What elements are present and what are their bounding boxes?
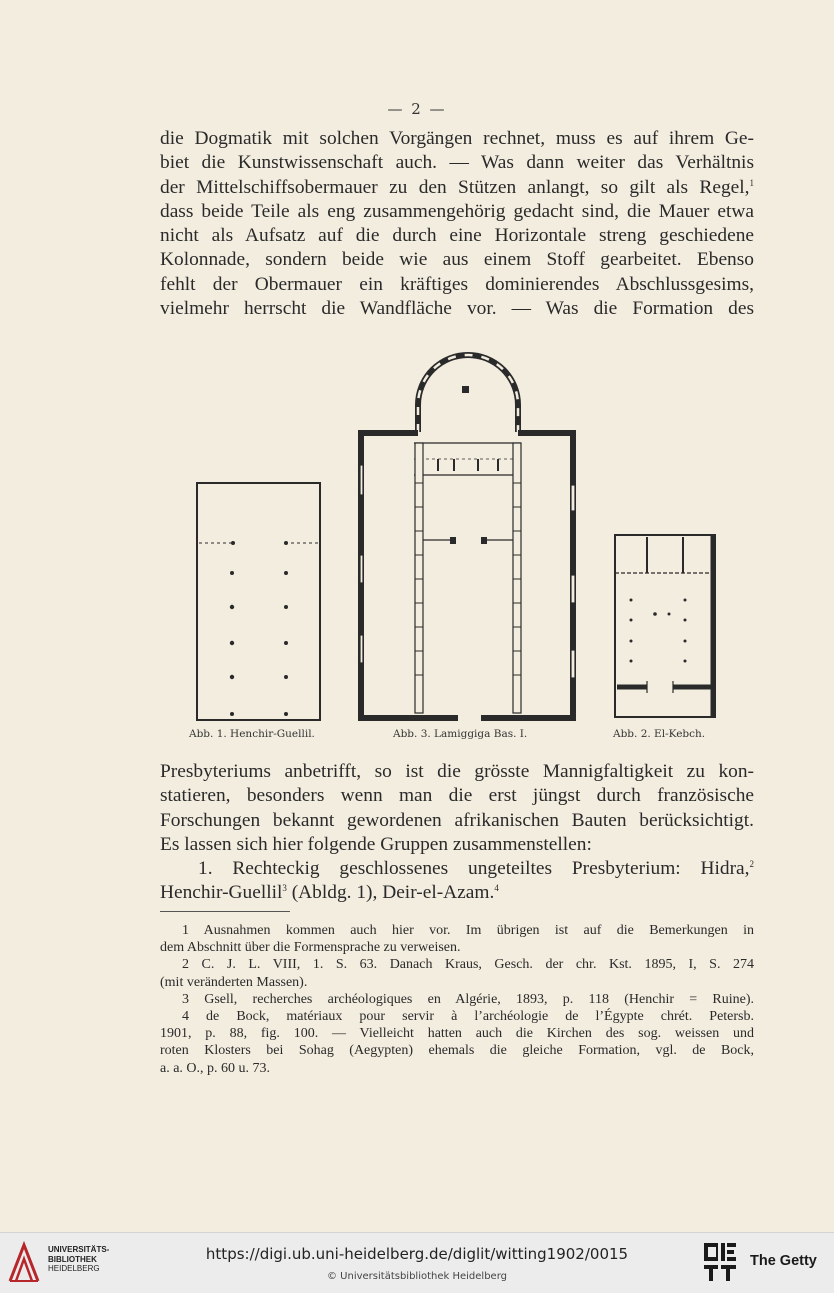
footnote-separator [160,911,290,912]
text-line-content: (Abldg. 1), Deir-el-Azam. [286,882,495,904]
partner-name: The Getty [750,1253,817,1269]
footnote-ref: 1 [749,177,754,188]
text-line: nicht als Aufsatz auf die durch eine Horizontale streng geschiedene [160,225,754,247]
footnote-line: 4 de Bock, matériaux pour servir à l’archéologie de l’Égypte chrét. Petersb. [182,1009,754,1025]
plan-henchir-guellil [197,483,320,720]
footnote-ref: 2 [749,859,754,870]
text-line: biet die Kunstwissenschaft auch. — Was dann weiter das Verhältnis [160,152,754,174]
figure-caption-1: Abb. 1. Henchir-Guellil. [189,728,315,740]
text-line: dass beide Teile als eng zusammengehörig gedacht sind, die Mauer etwa [160,200,754,222]
library-name-line: BIBLIOTHEK [48,1254,97,1264]
text-line: vielmehr herrscht die Wandfläche vor. — Was die Formation des [160,298,754,320]
footnote-line: (mit veränderten Massen). [160,974,308,990]
getty-logo-icon[interactable] [702,1241,738,1285]
footnote-line: a. a. O., p. 60 u. 73. [160,1060,271,1076]
footnotes [160,922,754,1077]
text-line: Forschungen bekannt gewordenen afrikanischen Bauten berücksichtigt. [160,809,754,831]
footnote-line: 2 C. J. L. VIII, 1. S. 63. Danach Kraus, Gesch. der chr. Kst. 1895, I, S. 274 [182,957,754,973]
figure-caption-2: Abb. 2. El-Kebch. [613,728,706,740]
text-line-content: Henchir-Guellil [160,882,283,904]
floor-plans-figure [185,335,725,725]
text-line: statieren, besonders wenn man die erst jüngst durch französische [160,785,754,807]
text-line [160,176,754,200]
library-name-line: HEIDELBERG [48,1264,100,1273]
footnote-ref: 3 [282,883,287,894]
footnote-line: 1 Ausnahmen kommen auch hier vor. Im übrigen ist auf die Bemerkungen in [182,923,754,938]
text-line: die Dogmatik mit solchen Vorgängen rechnet, muss es auf ihrem Ge- [160,128,754,149]
text-line: Es lassen sich hier folgende Gruppen zusammenstellen: [160,833,592,855]
text-line-content: 1. Rechteckig geschlossenes ungeteiltes Presbyterium: Hidra, [198,858,750,880]
viewer-footer [0,1232,834,1293]
text-line-content: der Mittelschiffsobermauer zu den Stützen anlangt, so gilt als Regel, [160,176,750,198]
page-number: — 2 — [387,100,447,118]
library-name-line: UNIVERSITÄTS- [48,1245,110,1254]
plan-el-kebch [615,535,715,717]
footnote-line: 3 Gsell, recherches archéologiques en Algérie, 1893, p. 118 (Henchir = Ruine). [182,991,754,1007]
permalink-url[interactable]: https://digi.ub.uni-heidelberg.de/diglit/witting1902/0015 [205,1245,629,1263]
text-line: Presbyteriums anbetrifft, so ist die grösste Mannigfaltigkeit zu kon- [160,761,754,782]
text-line: Kolonnade, sondern beide wie aus einem Stoff gearbeitet. Ebenso [160,249,754,271]
footnote-line: 1901, p. 88, fig. 100. — Vielleicht hatten auch die Kirchen des sog. weissen und [160,1026,754,1042]
figure-caption-3: Abb. 3. Lamiggiga Bas. I. [393,728,528,740]
plan-lamiggiga [360,355,575,721]
text-line [160,857,754,881]
text-line [160,881,754,905]
footnote-line: dem Abschnitt über die Formensprache zu verweisen. [160,940,461,956]
paragraph-2 [160,760,754,906]
footnote-line: roten Klosters bei Sohag (Aegypten) ehemals die gleiche Formation, vgl. de Bock, [160,1043,754,1059]
text-line: fehlt der Obermauer ein kräftiges dominierendes Abschlussgesims, [160,273,754,295]
paragraph-1 [160,127,754,321]
footnote-ref: 4 [494,883,499,894]
copyright-notice: © Universitätsbibliothek Heidelberg [326,1271,507,1282]
